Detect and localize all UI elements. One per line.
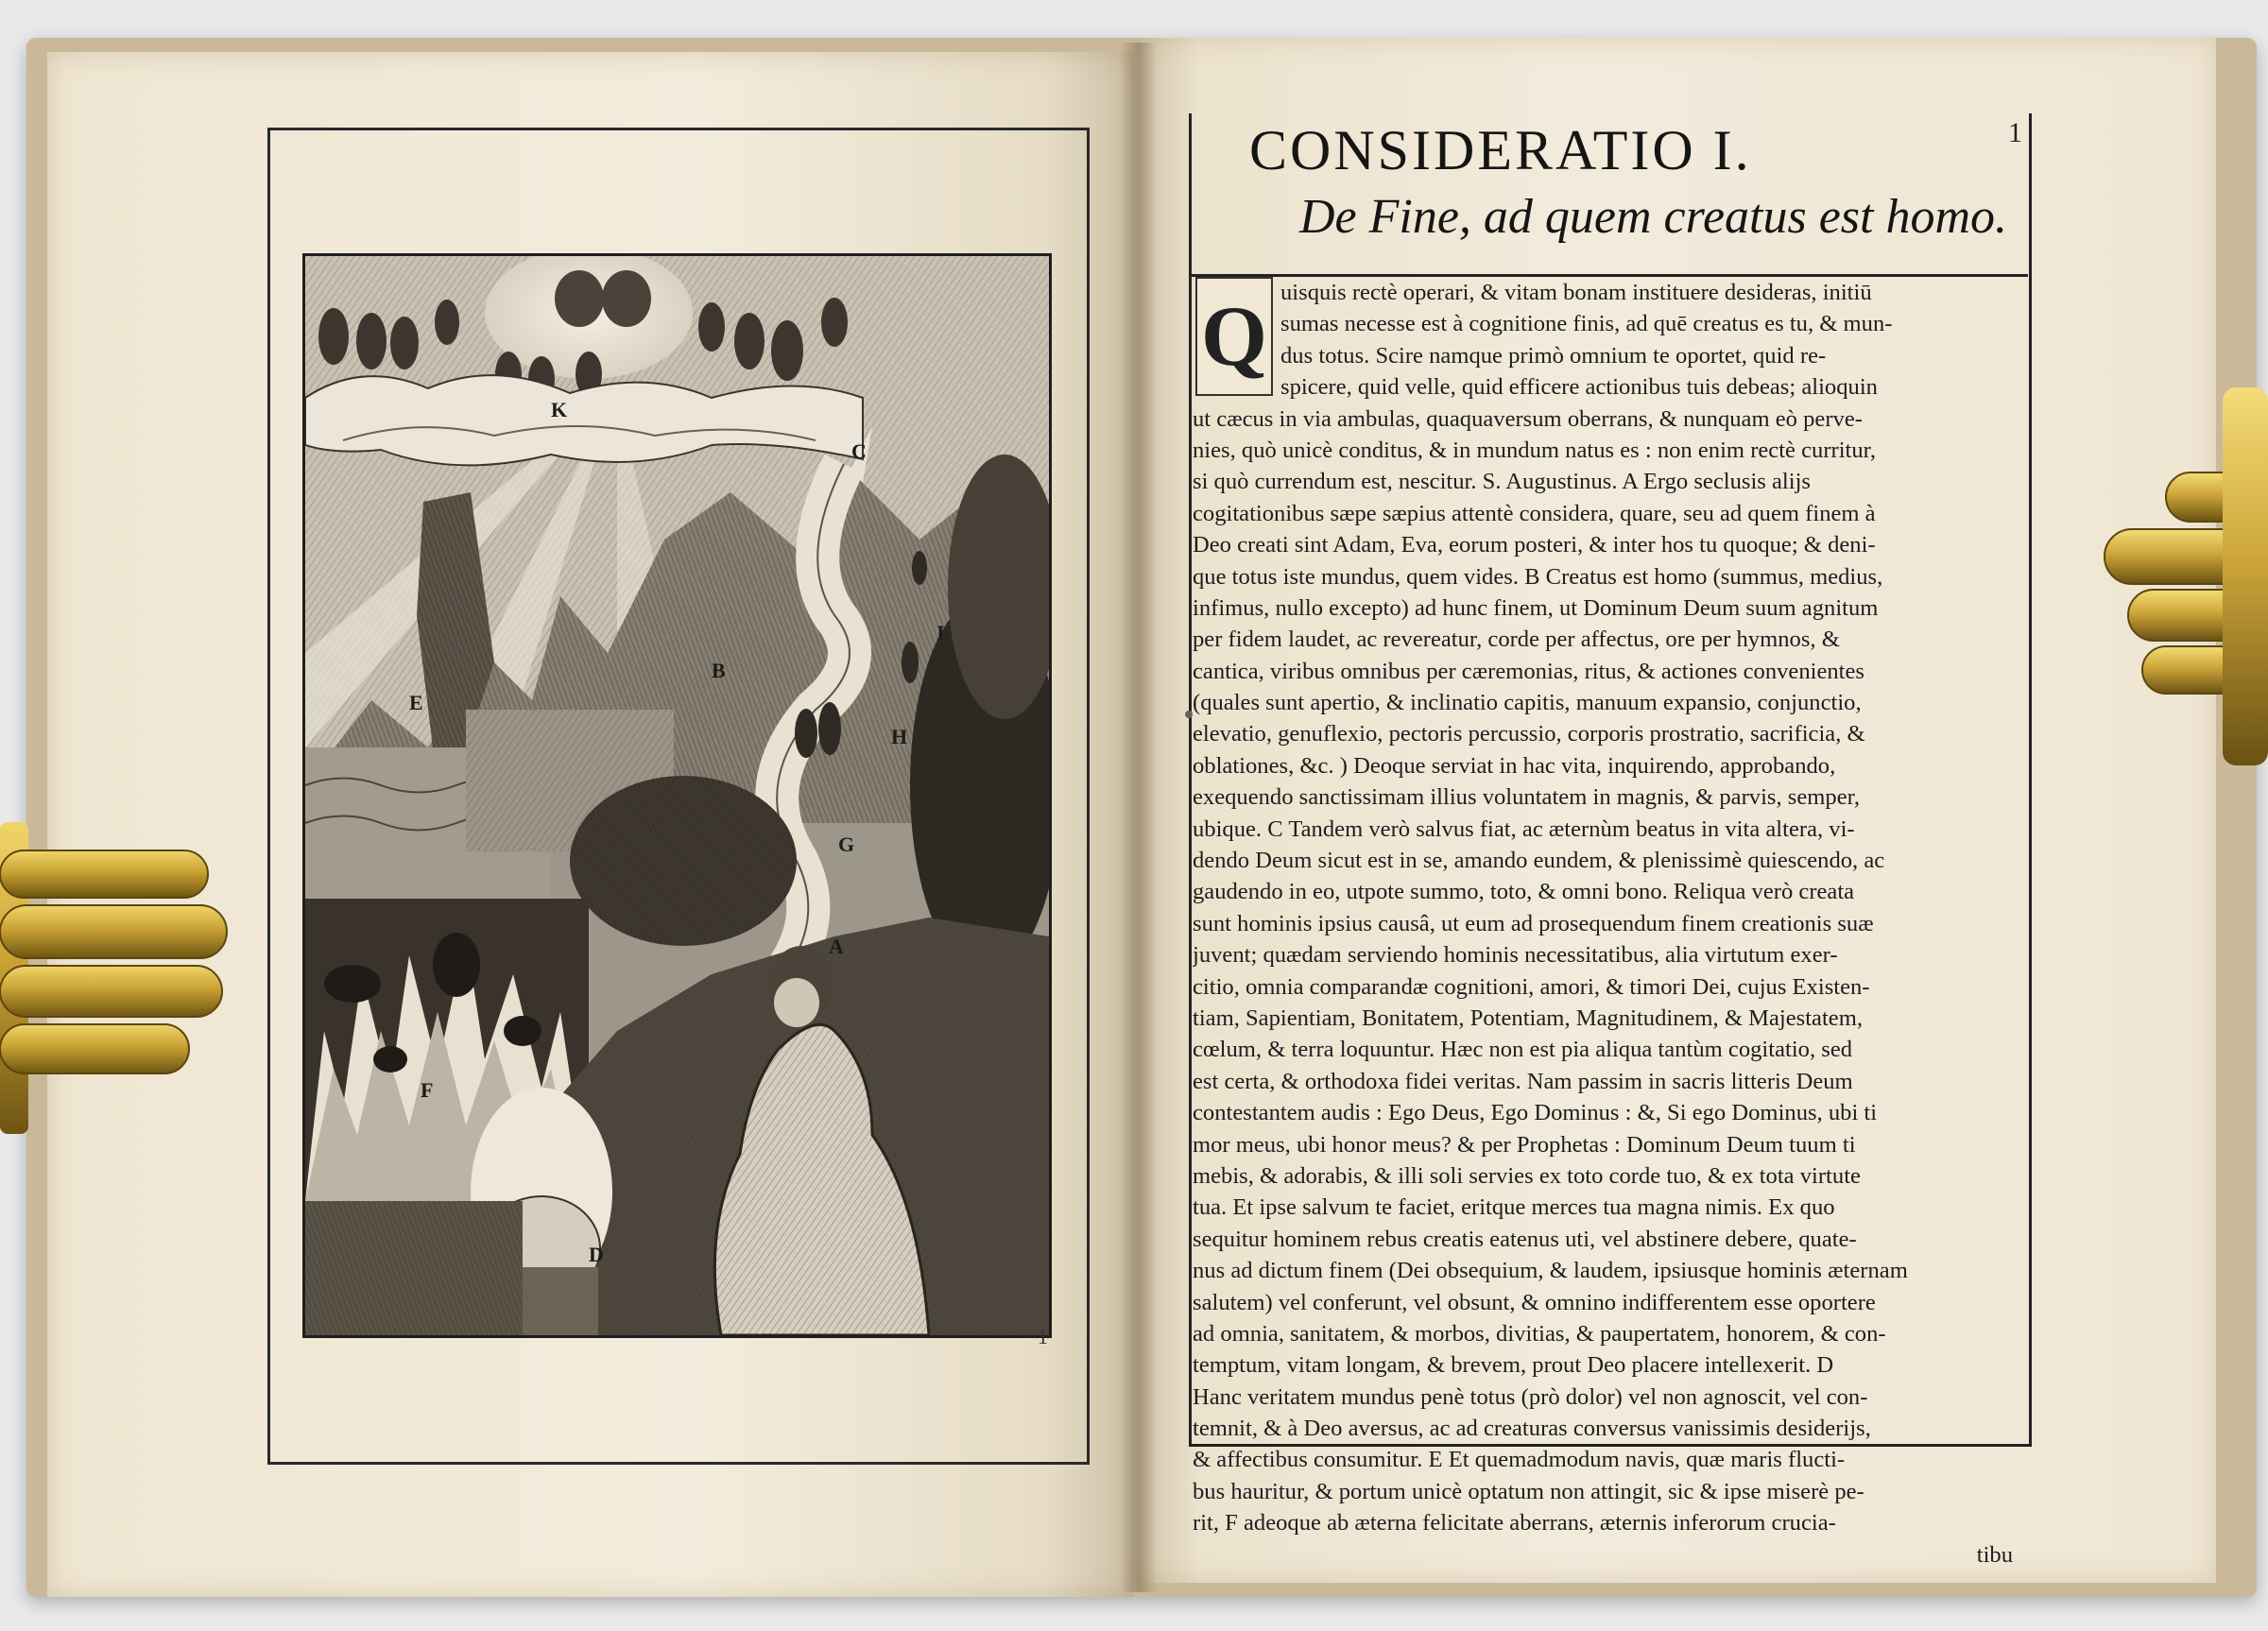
text-line: ad omnia, sanitatem, & morbos, divitias, & paupertatem, honorem, & con-: [1193, 1320, 1886, 1347]
text-line: mor meus, ubi honor meus? & per Prophetas : Dominum Deum tuum ti: [1193, 1131, 1856, 1158]
text-line: uisquis rectè operari, & vitam bonam instituere desideras, initiū: [1280, 280, 1872, 305]
text-line: juvent; quædam serviendo hominis necessitatibus, alia virtutum exer-: [1193, 942, 1838, 969]
text-line: sunt hominis ipsius causâ, ut eum ad prosequendum finem creationis suæ: [1193, 910, 1874, 936]
plate-label-b: B: [712, 659, 726, 682]
plate-label-f: F: [421, 1078, 434, 1102]
plate-label-k: K: [551, 398, 568, 421]
text-line: tiam, Sapientiam, Bonitatem, Potentiam, Magnitudinem, & Majestatem,: [1193, 1004, 1864, 1031]
page-spot: [1185, 711, 1193, 718]
text-line: temptum, vitam longam, & brevem, prout Deo placere intellexerit. D: [1193, 1352, 1834, 1379]
brass-hand-right: [2100, 387, 2268, 765]
text-line: si quò currendum est, nescitur. S. Augustinus. A Ergo seclusis alijs: [1193, 469, 1811, 495]
initial-letter: Q: [1200, 289, 1267, 384]
brass-hand-left: [0, 822, 236, 1134]
text-line: bus hauritur, & portum unicè optatum non attingit, sic & ipse miserè pe-: [1193, 1478, 1864, 1504]
text-line: infimus, nullo excepto) ad hunc finem, ut Dominum Deum suum agnitum: [1193, 594, 1879, 621]
plate-label-g: G: [838, 833, 855, 856]
text-line: & affectibus consumitur. E Et quemadmodum navis, quæ maris flucti-: [1193, 1447, 1846, 1473]
text-line: temnit, & à Deo aversus, ac ad creaturas conversus vanissimis desiderijs,: [1193, 1416, 1871, 1442]
text-line: Hanc veritatem mundus penè totus (prò dolor) vel non agnoscit, vel con-: [1193, 1383, 1868, 1410]
text-line: cœlum, & terra loquuntur. Hæc non est pia aliqua tantùm cogitatio, sed: [1193, 1037, 1853, 1063]
text-line: elevatio, genuflexio, pectoris percussio, corporis prostratio, sacrificia, &: [1193, 721, 1865, 747]
text-line: (quales sunt apertio, & inclinatio capitis, manuum expansio, conjunctio,: [1193, 690, 1862, 716]
chapter-title: CONSIDERATIO I.: [1249, 119, 1752, 181]
page-number: 1: [2008, 117, 2022, 148]
engraving-illustration: [302, 253, 1052, 1338]
plate-number: 1: [1038, 1325, 1048, 1348]
text-line: rit, F adeoque ab æterna felicitate aberrans, æternis inferorum crucia-: [1193, 1510, 1836, 1537]
decorated-initial: [1195, 277, 1273, 396]
plate-label-a: A: [829, 935, 844, 958]
text-line: nies, quò unicè conditus, & in mundum natus es : non enim rectè curritur,: [1193, 437, 1877, 463]
text-line: Deo creati sint Adam, Eva, eorum posteri, & inter hos tu quoque; & deni-: [1193, 532, 1876, 558]
text-line: sequitur hominem rebus creatis eatenus uti, vel abstinere debere, quate-: [1193, 1226, 1857, 1252]
text-line: tibu: [1976, 1541, 2013, 1568]
text-line: per fidem laudet, ac revereatur, corde per affectus, ore per hymnos, &: [1193, 627, 1840, 653]
text-line: exequendo sanctissimam illius voluntatem in magnis, & parvis, semper,: [1193, 784, 1860, 811]
text-line: cantica, viribus omnibus per cæremonias, ritus, & actiones convenientes: [1193, 658, 1864, 684]
plate-label-i: I: [936, 621, 945, 644]
text-line: mebis, & adorabis, & illi soli servies ex toto corde tuo, & ex tota virtute: [1193, 1162, 1861, 1189]
text-line: spicere, quid velle, quid efficere actionibus tuis debeas; alioquin: [1280, 374, 1878, 401]
text-line: ubique. C Tandem verò salvus fiat, ac æternùm beatus in vita altera, vi-: [1193, 816, 1855, 842]
text-line: dendo Deum sicut est in se, amando eundem, & plenissimè quiescendo, ac: [1193, 848, 1885, 874]
text-line: tua. Et ipse salvum te faciet, eritque merces tua magna nimis. Ex quo: [1193, 1194, 1835, 1221]
engraving-artwork: [305, 256, 1049, 1335]
text-line: nus ad dictum finem (Dei obsequium, & laudem, ipsiusque hominis æternam: [1193, 1258, 1908, 1284]
text-line: gaudendo in eo, utpote summo, toto, & omni bono. Reliqua verò creata: [1193, 879, 1855, 905]
text-line: sumas necesse est à cognitione finis, ad quē creatus es tu, & mun-: [1280, 311, 1893, 337]
text-line: ut cæcus in via ambulas, quaquaversum oberrans, & nunquam eò perve-: [1193, 405, 1863, 432]
plate-label-h: H: [891, 725, 908, 748]
text-line: oblationes, &c. ) Deoque serviat in hac vita, inquirendo, approbando,: [1193, 752, 1836, 779]
text-line: est certa, & orthodoxa fidei veritas. Nam passim in sacris litteris Deum: [1193, 1068, 1853, 1094]
text-line: citio, omnia comparandæ cognitioni, amori, & timori Dei, cujus Existen-: [1193, 973, 1870, 1000]
text-line: que totus iste mundus, quem vides. B Creatus est homo (summus, medius,: [1193, 563, 1883, 590]
plate-label-e: E: [409, 691, 423, 714]
plate-label-d: D: [589, 1243, 604, 1266]
text-line: cogitationibus sæpe sæpius attentè considera, quare, seu ad quem finem à: [1193, 500, 1876, 526]
chapter-subtitle: De Fine, ad quem creatus est homo.: [1299, 190, 2008, 244]
book-gutter: [1120, 43, 1158, 1592]
text-line: salutem) vel conferunt, vel obsunt, & omnino indifferentem esse oportere: [1193, 1289, 1876, 1315]
text-line: dus totus. Scire namque primò omnium te oportet, quid re-: [1280, 342, 1827, 369]
plate-label-c: C: [851, 439, 867, 463]
body-text: [1193, 277, 2013, 1568]
text-line: contestantem audis : Ego Deus, Ego Dominus : &, Si ego Dominus, ubi ti: [1193, 1100, 1878, 1126]
